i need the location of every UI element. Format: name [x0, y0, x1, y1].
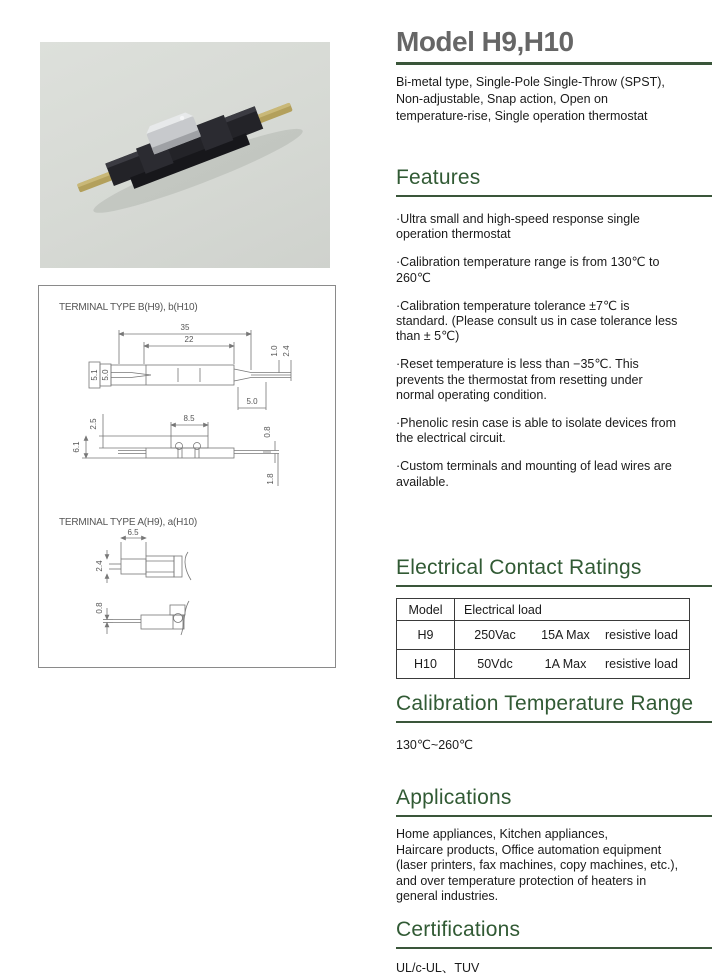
table-row: [397, 650, 690, 679]
thermostat-photo-illustration: [40, 42, 330, 268]
bullet-icon: ·: [396, 212, 401, 226]
content-column: [396, 0, 712, 978]
dim-lead-drop-18: 1.8: [266, 473, 275, 485]
type-a-side-view: [103, 601, 189, 635]
technical-drawing-svg: [39, 286, 335, 667]
cell-voltage: 250Vac: [474, 628, 516, 642]
dim-cap-offset-25: 2.5: [89, 418, 98, 430]
dim-lead-length-50: 5.0: [246, 397, 258, 406]
bullet-icon: ·: [396, 255, 401, 270]
section-heading-applications: Applications: [396, 786, 712, 817]
cell-current: 15A Max: [541, 628, 590, 642]
cell-voltage: 50Vdc: [477, 657, 513, 671]
cell-load-type: resistive load: [604, 628, 678, 642]
features-list: [396, 212, 712, 503]
dim-terminal-length-65: 6.5: [127, 528, 139, 537]
col-header-model: Model: [397, 599, 455, 621]
cell-load-type: resistive load: [604, 657, 678, 671]
technical-drawing-box: [38, 285, 336, 668]
table-header-row: [397, 599, 690, 621]
dim-lead-thick-08: 0.8: [263, 426, 272, 438]
dim-overall-height-61: 6.1: [72, 441, 81, 453]
dim-terminal-thick-08: 0.8: [95, 602, 104, 614]
cell-current: 1A Max: [544, 657, 587, 671]
calibration-range-text: 130℃~260℃: [396, 738, 474, 752]
type-b-side-view: [82, 414, 279, 486]
product-photo: [40, 42, 330, 268]
feature-item: ·Calibration temperature tolerance ±7℃ is standard. (Please consult us in case tolerance less than ± 5℃): [396, 298, 678, 344]
dim-cap-width-85: 8.5: [183, 414, 195, 423]
table-row: [397, 621, 690, 650]
section-heading-calibration: Calibration Temperature Range: [396, 692, 712, 723]
dim-width-outer-51: 5.1: [90, 369, 99, 381]
bullet-icon: ·: [396, 357, 401, 372]
dim-terminal-width-24: 2.4: [95, 560, 104, 572]
dim-lead-span-24: 2.4: [282, 345, 291, 357]
bullet-icon: ·: [396, 459, 401, 474]
bullet-icon: ·: [396, 416, 401, 431]
dim-lead-gap-10: 1.0: [270, 345, 279, 357]
cell-model: H10: [397, 650, 455, 679]
bullet-icon: ·: [396, 298, 401, 313]
dim-overall-35: 35: [180, 323, 190, 332]
feature-item: ·Calibration temperature range is from 130℃ to 260℃: [396, 255, 660, 285]
section-heading-certifications: Certifications: [396, 918, 712, 949]
cell-model: H9: [397, 621, 455, 650]
product-description: Bi-metal type, Single-Pole Single-Throw (SPST), Non-adjustable, Snap action, Open on temperature-rise, Single operation thermostat: [396, 75, 665, 123]
dim-body-22: 22: [184, 335, 194, 344]
certifications-text: UL/c-UL、TUV: [396, 961, 480, 975]
cell-load: [455, 650, 690, 679]
feature-item: ·Reset temperature is less than −35℃. This prevents the thermostat from resetting under normal operating condition.: [396, 357, 643, 402]
dim-width-inner-50: 5.0: [101, 369, 110, 381]
type-a-plan-view: [107, 538, 191, 583]
feature-item: ·Ultra small and high-speed response single operation thermostat: [396, 212, 640, 242]
terminal-type-b-label: TERMINAL TYPE B(H9), b(H10): [59, 302, 198, 313]
section-heading-ratings: Electrical Contact Ratings: [396, 556, 712, 587]
section-heading-features: Features: [396, 166, 712, 197]
page-title: Model H9,H10: [396, 26, 712, 65]
terminal-type-a-label: TERMINAL TYPE A(H9), a(H10): [59, 517, 197, 528]
feature-item: ·Phenolic resin case is able to isolate devices from the electrical circuit.: [396, 416, 677, 446]
ratings-table: [396, 598, 690, 679]
cell-load: [455, 621, 690, 650]
col-header-load: Electrical load: [455, 599, 690, 621]
feature-item: ·Custom terminals and mounting of lead wires are available.: [396, 459, 672, 489]
applications-text: Home appliances, Kitchen appliances, Haircare products, Office automation equipment (laser printers, fax machines, copy machines, etc.), and over temperature protection of heaters in general industries.: [396, 827, 679, 903]
